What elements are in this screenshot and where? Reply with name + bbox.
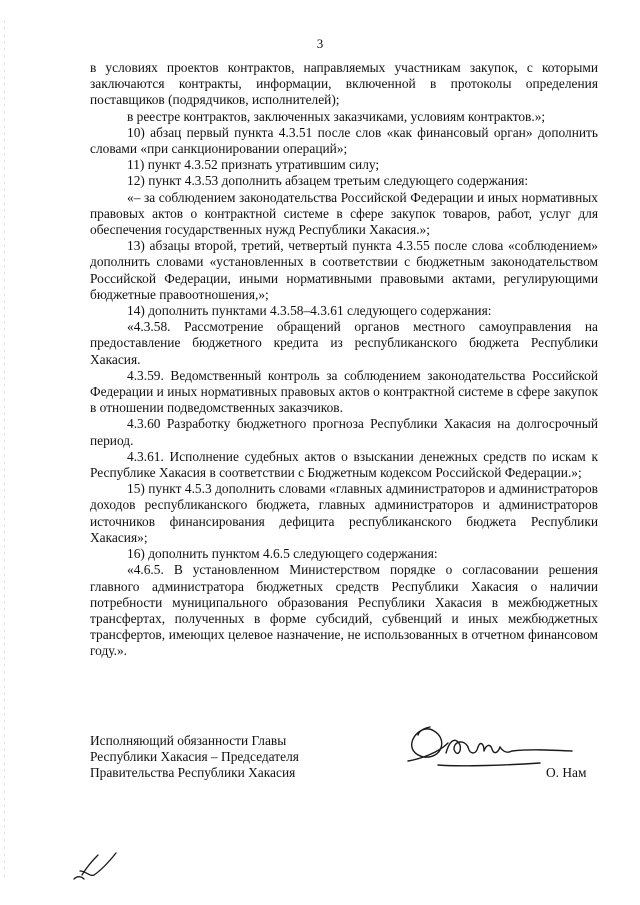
scan-edge-artifact	[4, 20, 5, 880]
paragraph-4-3-59: 4.3.59. Ведомственный контроль за соблюдением законодательства Российской Федерации и иных нормативных правовых актов о контрактной системе в сфере закупок в отношении подведомственных заказчиков.	[90, 367, 598, 416]
paragraph-item-12: 12) пункт 4.3.53 дополнить абзацем третьим следующего содержания:	[127, 173, 529, 189]
signer-name: О. Нам	[546, 765, 587, 780]
page-number: 3	[316, 36, 324, 51]
paragraph-item-13: 13) абзацы второй, третий, четвертый пункта 4.3.55 после слова «соблюдением» дополнить словами «установленных в соответствии с бюджетным законодательством Российской Федерации, иными нормативными правовыми актами, регулирующими бюджетные правоотношения,»;	[90, 238, 598, 302]
paragraph-4-3-61: 4.3.61. Исполнение судебных актов о взыскании денежных средств по искам к Республике Хакасия в соответствии с Бюджетным кодексом Российской Федерации.»;	[90, 448, 598, 481]
signer-title-line: Республики Хакасия – Председателя	[90, 749, 299, 765]
paragraph-item-10: 10) абзац первый пункта 4.3.51 после слов «как финансовый орган» дополнить словами «при санкционировании операций»;	[90, 124, 598, 157]
signature-block	[90, 733, 610, 782]
paragraph-item-16: 16) дополнить пунктом 4.6.5 следующего содержания:	[127, 546, 438, 562]
signer-title-line: Исполняющий обязанности Главы	[90, 733, 287, 748]
document-body	[90, 60, 598, 660]
paragraph-4-6-5: «4.6.5. В установленном Министерством порядке о согласовании решения главного администратора бюджетных средств Республики Хакасия о наличии потребности муниципального образования Республики Хакасия в межбюджетных трансфертах, полученных в форме субсидий, субвенций и иных межбюджетных трансфертов, имеющих целевое назначение, не использованных в отчетном финансовом году.».	[90, 562, 598, 659]
signer-title-line: Правительства Республики Хакасия	[90, 765, 296, 781]
paragraph-contracts-registry: в реестре контрактов, заключенных заказчиками, условиям контрактов.»;	[127, 108, 546, 124]
paragraph-item-14: 14) дополнить пунктами 4.3.58–4.3.61 следующего содержания:	[127, 303, 492, 319]
paragraph-item-15: 15) пункт 4.5.3 дополнить словами «главных администраторов и администраторов доходов республиканского бюджета, главных администраторов и администраторов источников финансирования дефицита республиканского бюджета Республики Хакасия»;	[90, 481, 598, 545]
handwritten-initials-icon	[60, 845, 130, 885]
paragraph-item-11: 11) пункт 4.3.52 признать утратившим силу;	[127, 157, 380, 173]
paragraph-4-3-60: 4.3.60 Разработку бюджетного прогноза Республики Хакасия на долгосрочный период.	[90, 416, 598, 448]
paragraph-4-3-58: «4.3.58. Рассмотрение обращений органов местного самоуправления на предоставление бюджетного кредита из республиканского бюджета Республики Хакасия.	[90, 319, 598, 367]
paragraph-continuation: в условиях проектов контрактов, направляемых участникам закупок, с которыми заключаются контракты, информации, включенной в протоколы определения поставщиков (подрядчиков, исполнителей);	[90, 60, 598, 108]
paragraph-item-12-text: «– за соблюдением законодательства Российской Федерации и иных нормативных правовых актов о контрактной системе в сфере закупок товаров, работ, услуг для обеспечения государственных нужд Республики Хакасия.»;	[90, 189, 598, 238]
